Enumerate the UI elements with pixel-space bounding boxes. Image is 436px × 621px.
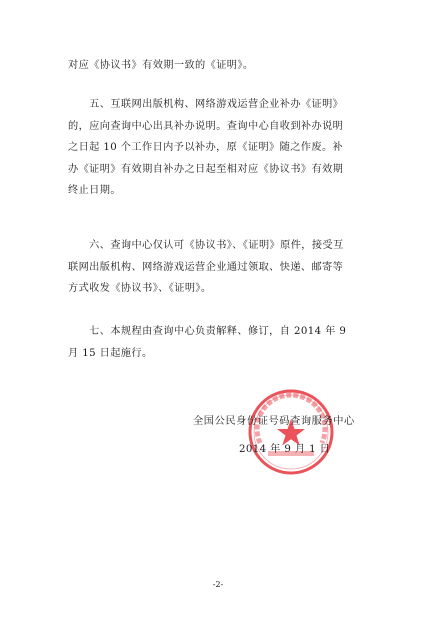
signature-date: 2014 年 9 月 1 日 bbox=[239, 444, 331, 455]
paragraph-article-7 bbox=[68, 321, 368, 364]
text-line: 联网出版机构、网络游戏运营企业通过领取、快递、邮寄等 bbox=[68, 261, 344, 273]
text-line: 之日起 10 个工作日内予以补办，原《证明》随之作废。补 bbox=[68, 142, 344, 153]
text-line: 六、查询中心仅认可《协议书》、《证明》原件，接受互 bbox=[68, 240, 344, 251]
text-line: 的，应向查询中心出具补办说明。查询中心自收到补办说明 bbox=[68, 120, 344, 132]
paragraph-article-5 bbox=[68, 94, 368, 202]
text-line: 办《证明》有效期自补办之日起至相对应《协议书》有效期 bbox=[68, 163, 344, 175]
paragraph-continuation bbox=[68, 55, 368, 77]
official-seal-icon bbox=[246, 387, 336, 477]
text-line: 五、互联网出版机构、网络游戏运营企业补办《证明》 bbox=[68, 99, 344, 110]
text-line: 对应《协议书》有效期一致的《证明》。 bbox=[68, 60, 254, 71]
text-line: 七、本规程由查询中心负责解释、修订，自 2014 年 9 bbox=[68, 326, 347, 337]
text-line: 月 15 日起施行。 bbox=[68, 347, 153, 359]
paragraph-article-6 bbox=[68, 235, 368, 300]
page-number: -2- bbox=[212, 580, 224, 589]
text-line: 方式收发《协议书》、《证明》。 bbox=[68, 283, 212, 294]
text-line: 终止日期。 bbox=[68, 185, 121, 196]
signature-organization: 全国公民身份证号码查询服务中心 bbox=[193, 416, 355, 427]
